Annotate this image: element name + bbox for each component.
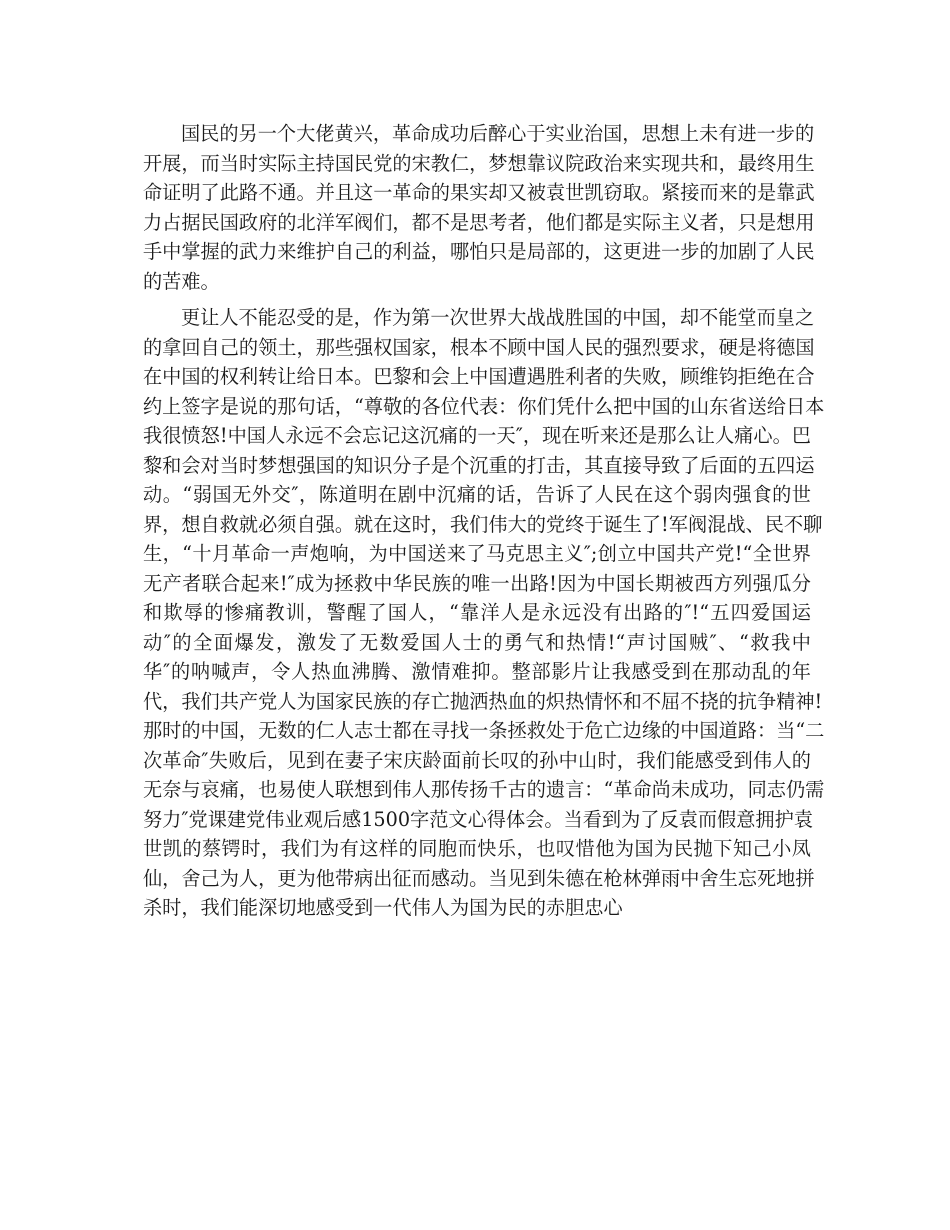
text-line: 那时的中国，无数的仁人志士都在寻找一条拯救处于危亡边缘的中国道路：当“二 — [143, 719, 825, 742]
text-line: 华″的呐喊声，令人热血沸腾、激情难抑。整部影片让我感受到在那动乱的年 — [143, 660, 811, 683]
text-line: 无产者联合起来!″成为拯救中华民族的唯一出路!因为中国长期被西方列强瓜分 — [143, 571, 811, 595]
text-line: 次革命″失败后，见到在妻子宋庆龄面前长叹的孙中山时，我们能感受到伟人的 — [143, 748, 811, 772]
text-line: 动。“弱国无外交″，陈道明在剧中沉痛的话，告诉了人民在这个弱肉强食的世 — [143, 483, 811, 506]
text-line: 更让人不能忍受的是，作为第一次世界大战战胜国的中国，却不能堂而皇之 — [181, 306, 815, 329]
text-line: 生，“十月革命一声炮响，为中国送来了马克思主义″;创立中国共产党!“全世界 — [143, 542, 811, 565]
text-line: 和欺辱的惨痛教训，警醒了国人，“靠洋人是永远没有出路的″!“五四爱国运 — [143, 601, 811, 624]
body-text — [143, 119, 825, 923]
text-line: 开展，而当时实际主持国民党的宋教仁，梦想靠议院政治来实现共和，最终用生 — [143, 151, 815, 175]
text-line: 动″的全面爆发，激发了无数爱国人士的勇气和热情!“声讨国贼″、“救我中 — [143, 630, 811, 654]
text-line: 的苦难。 — [143, 269, 220, 293]
text-line: 约上签字是说的那句话，“尊敬的各位代表：你们凭什么把中国的山东省送给日本 — [143, 394, 825, 418]
text-line: 黎和会对当时梦想强国的知识分子是个沉重的打击，其直接导致了后面的五四运 — [143, 453, 815, 477]
text-line: 的拿回自己的领土，那些强权国家，根本不顾中国人民的强烈要求，硬是将德国 — [143, 335, 815, 359]
text-line: 命证明了此路不通。并且这一革命的果实却又被袁世凯窃取。紧接而来的是靠武 — [143, 181, 815, 204]
text-line: 杀时，我们能深切地感受到一代伟人为国为民的赤胆忠心 — [143, 896, 623, 919]
text-line: 国民的另一个大佬黄兴，革命成功后醉心于实业治国，思想上未有进一步的 — [181, 122, 815, 145]
text-line: 界，想自救就必须自强。就在这时，我们伟大的党终于诞生了!军阀混战、民不聊 — [143, 512, 823, 536]
text-line: 我很愤怒!中国人永远不会忘记这沉痛的一天″，现在听来还是那么让人痛心。巴 — [143, 424, 811, 447]
text-line: 手中掌握的武力来维护自己的利益，哪怕只是局部的，这更进一步的加剧了人民 — [143, 240, 815, 263]
text-line: 努力″党课建党伟业观后感1500字范文心得体会。当看到为了反袁而假意拥护袁 — [143, 807, 813, 831]
text-line: 仙，舍己为人，更为他带病出征而感动。当见到朱德在枪林弹雨中舍生忘死地拼 — [143, 866, 815, 890]
text-line: 无奈与哀痛，也易使人联想到伟人那传扬千古的遗言：“革命尚未成功，同志仍需 — [143, 778, 825, 801]
text-line: 代，我们共产党人为国家民族的存亡抛洒热血的炽热情怀和不屈不挠的抗争精神! — [143, 689, 823, 713]
text-line: 在中国的权利转让给日本。巴黎和会上中国遭遇胜利者的失败，顾维钧拒绝在合 — [143, 365, 815, 388]
text-line: 力占据民国政府的北洋军阀们，都不是思考者，他们都是实际主义者，只是想用 — [143, 210, 815, 234]
text-line: 世凯的蔡锷时，我们为有这样的同胞而快乐，也叹惜他为国为民抛下知己小凤 — [143, 837, 811, 860]
